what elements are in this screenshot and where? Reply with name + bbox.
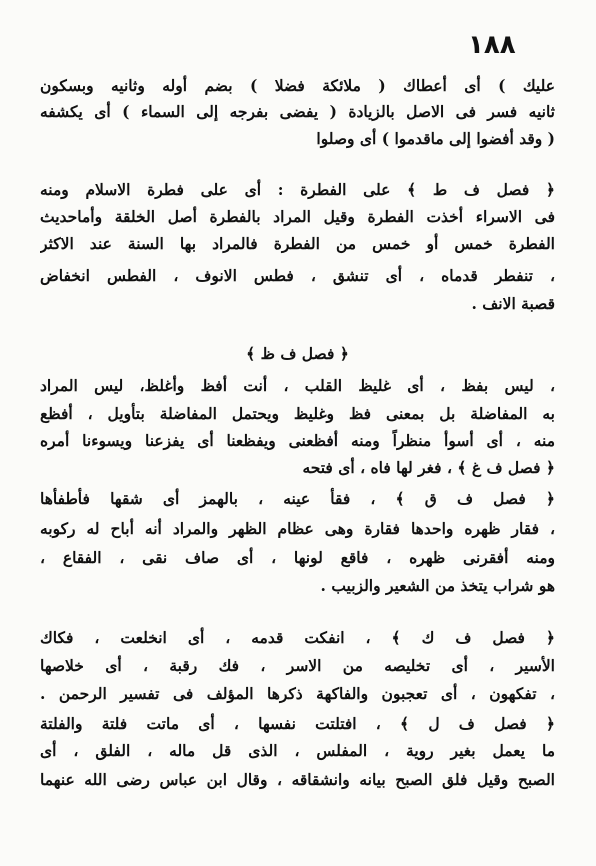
text-line: ، تفكهون ، أى تعجبون والفاكهة ذكرها المؤلف فى تفسير الرحمن . <box>40 684 555 703</box>
text-line: به المفاضلة بل بمعنى فظ وغليظ ويحتمل المفاضلة بتأويل ، أفظع <box>40 404 555 423</box>
text-line: ﴿ فصل ف ط ﴾ على الفطرة : أى على فطرة الاسلام ومنه <box>40 180 555 199</box>
text-line: ثانيه فسر فى الاصل بالزيادة ( يفضى بفرجه إلى السماء ) أى يكشفه <box>40 102 555 121</box>
text-line: منه ، أى أسوأ منظراً ومنه أفظعنى ويفظعنا أى يفزعنا ويسوءنا أمره <box>40 431 555 450</box>
text-line: ﴿ فصل ف ك ﴾ ، انفكت قدمه ، أى انخلعت ، فكاك <box>40 628 555 647</box>
text-line: الفطرة خمس أو خمس من الفطرة فالمراد بها السنة عند الاكثر <box>40 234 555 253</box>
text-line: الصبح وقيل فلق الصبح بيانه وانشقاقه ، وقال ابن عباس رضى الله عنهما <box>40 770 555 789</box>
text-line: ، ليس بفظ ، أى غليظ القلب ، أنت أفظ وأغلظ، ليس المراد <box>40 376 555 395</box>
text-line: ، تنفطر قدماه ، أى تنشق ، فطس الانوف ، الفطس انخفاض <box>40 266 555 285</box>
text-line: قصبة الانف . <box>471 294 555 313</box>
text-line: ( وقد أفضوا إلى ماقدموا ) أى وصلوا <box>316 129 555 148</box>
text-line: ما يعمل بغير روية ، المفلس ، الذى قل ماله ، الفلق ، أى <box>40 741 555 760</box>
text-line: ﴿ فصل ف ظ ﴾ <box>246 344 349 363</box>
text-line: ﴿ فصل ف ق ﴾ ، فقأ عينه ، بالهمز أى شقها فأطفأها <box>40 489 555 508</box>
text-line: ﴿ فصل ف غ ﴾ ، فغر لها فاه ، أى فتحه <box>302 458 555 477</box>
text-line: ، فقار ظهره واحدها فقارة وهى عظام الظهر والمراد أنه أباح له ركوبه <box>40 519 555 538</box>
text-line: ومنه أفقرنى ظهره ، فاقع لونها ، أى صاف نقى ، الفقاع ، <box>40 548 555 567</box>
text-line: الأسير ، أى تخليصه من الاسر ، فك رقبة ، أى خلاصها <box>40 656 555 675</box>
text-line: عليك ) أى أعطاك ( ملائكة فضلا ) بضم أوله وثانيه وبسكون <box>40 76 555 95</box>
text-line: هو شراب يتخذ من الشعير والزبيب . <box>320 576 555 595</box>
text-line: فى الاسراء أخذت الفطرة وقيل المراد بالفطرة أصل الخلقة وأماحديث <box>40 207 555 226</box>
page-number: ١٨٨ <box>468 30 516 60</box>
text-line: ﴿ فصل ف ل ﴾ ، افتلتت نفسها ، أى ماتت فلتة والفلتة <box>40 714 555 733</box>
